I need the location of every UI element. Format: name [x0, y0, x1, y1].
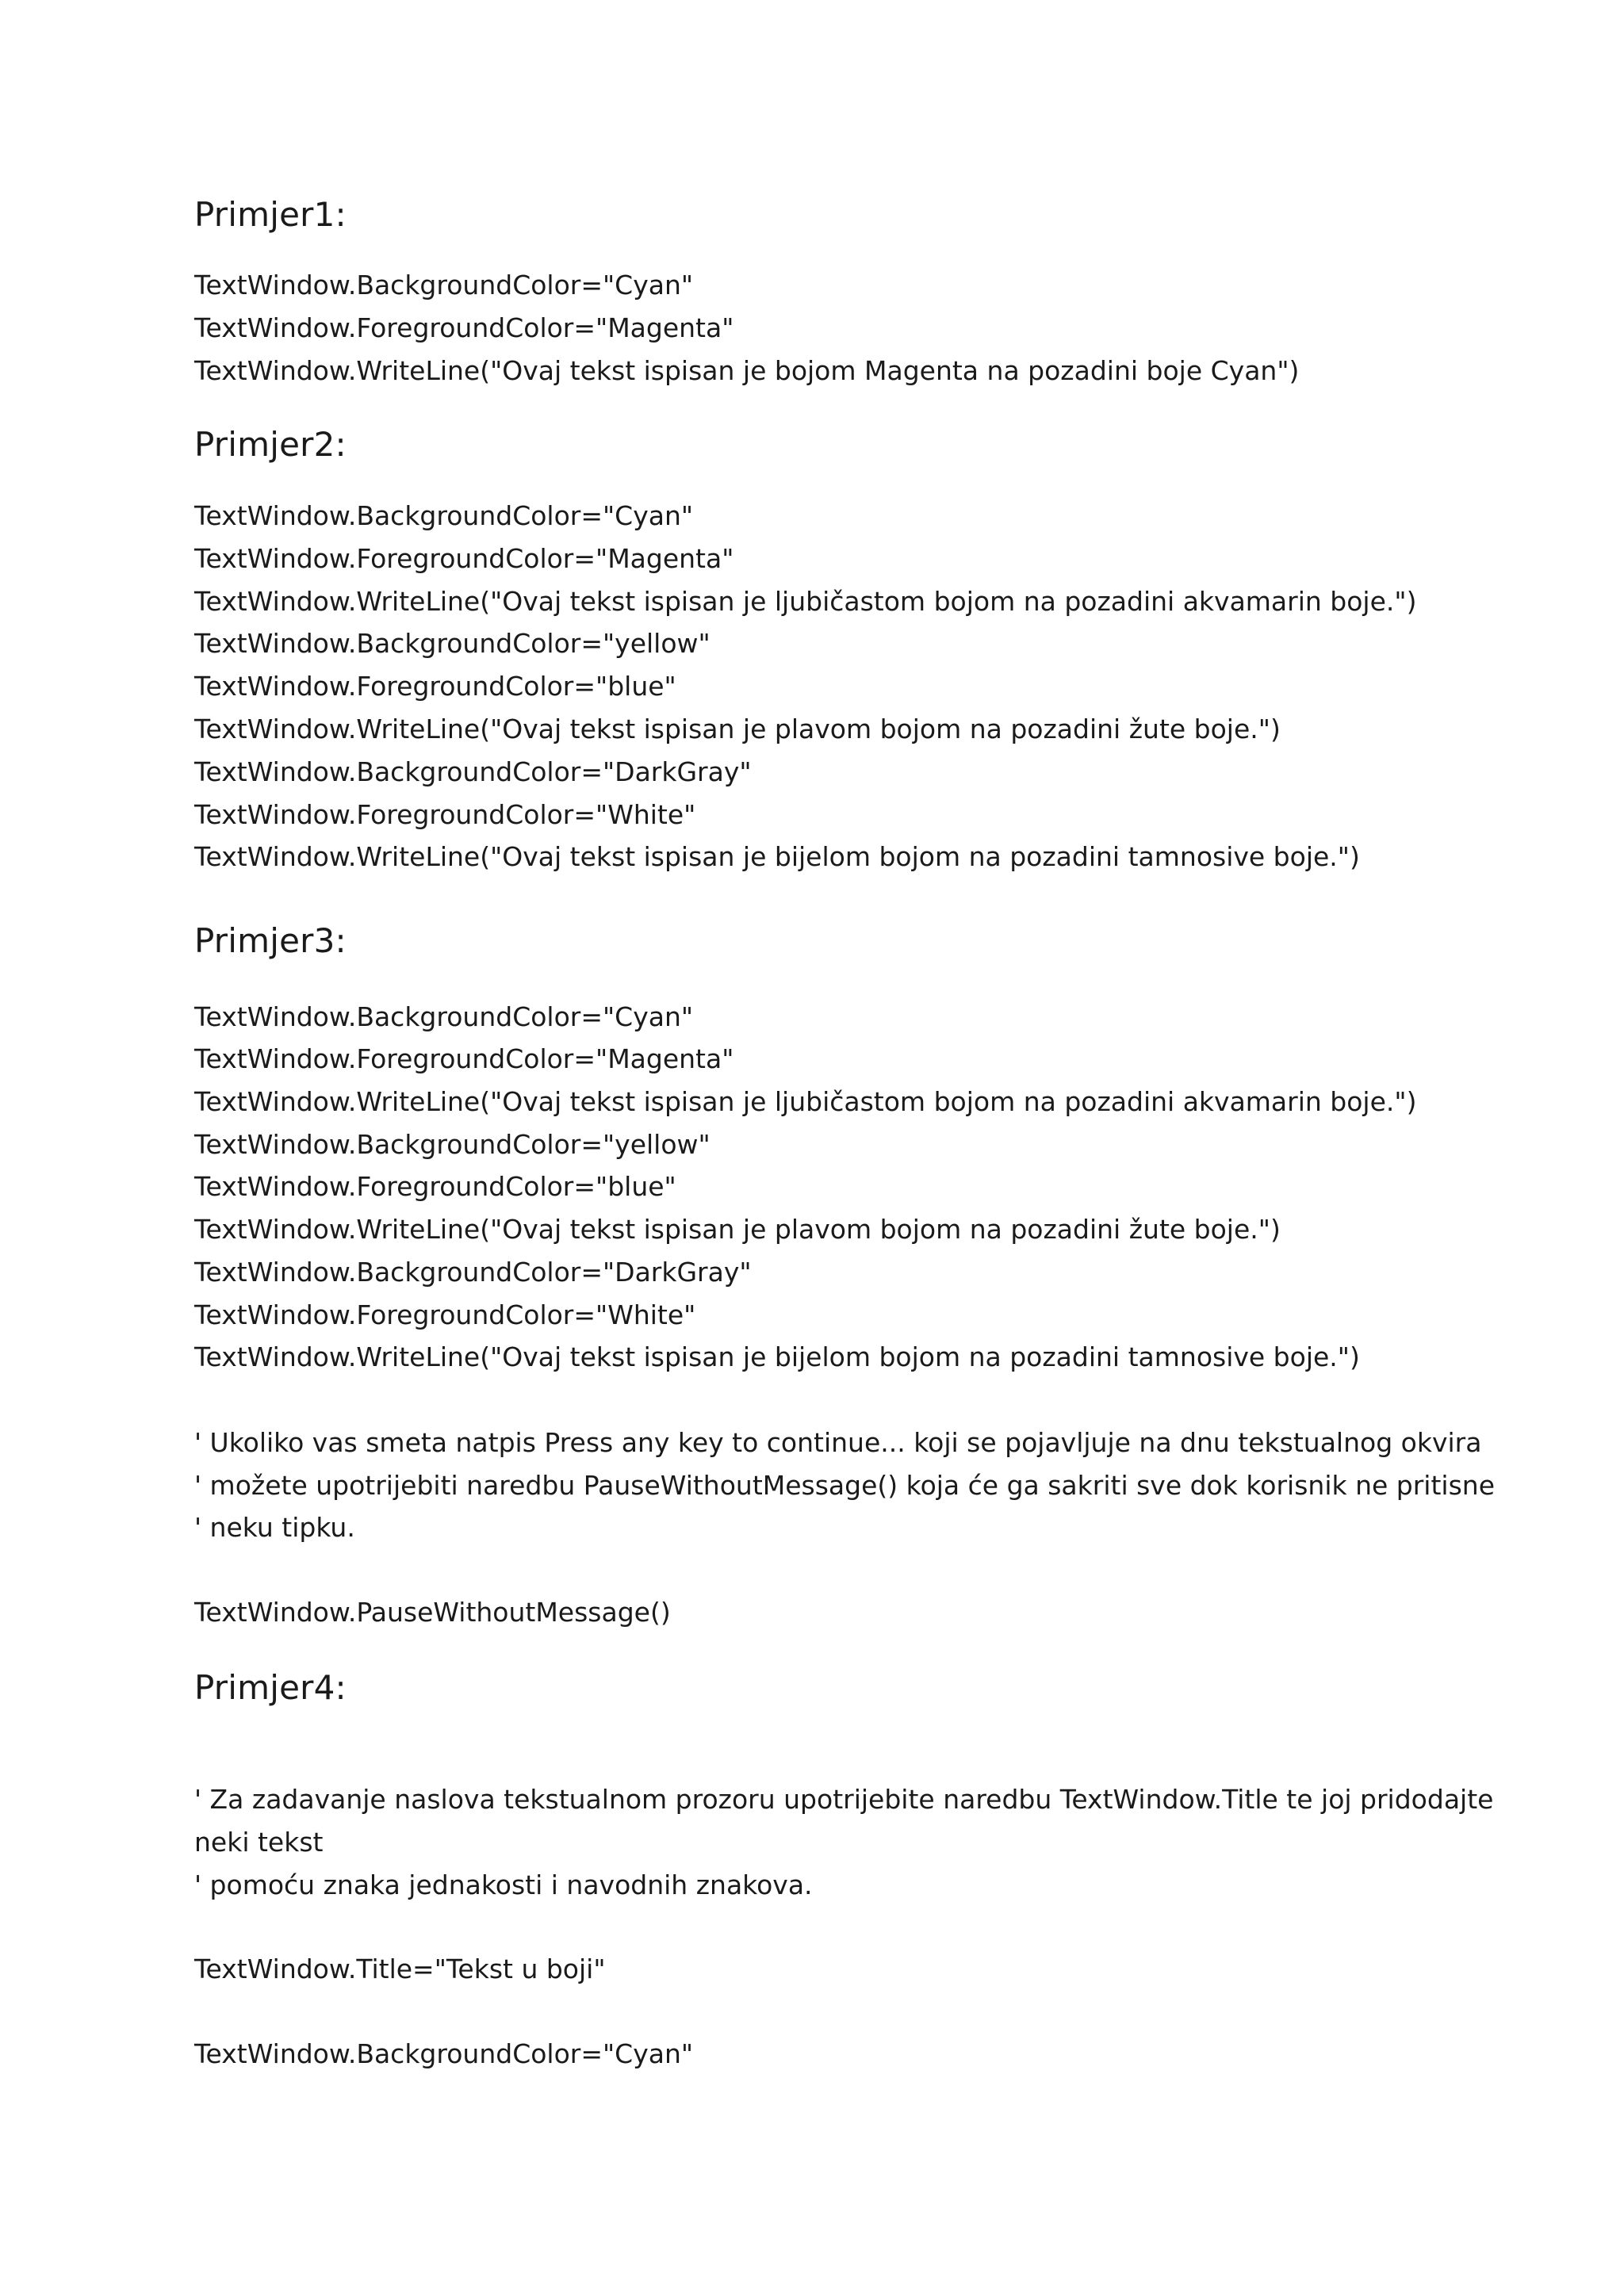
code-line: TextWindow.WriteLine("Ovaj tekst ispisan je ljubičastom bojom na pozadini akvamarin boje."): [194, 1086, 1417, 1117]
code-line: TextWindow.WriteLine("Ovaj tekst ispisan je bijelom bojom na pozadini tamnosive boje."): [194, 1341, 1360, 1372]
code-line: TextWindow.BackgroundColor="Cyan": [194, 500, 694, 531]
code-line: TextWindow.BackgroundColor="Cyan": [194, 1001, 694, 1032]
comment-line: ' pomoću znaka jednakosti i navodnih znakova.: [194, 1869, 813, 1900]
code-line: TextWindow.Title="Tekst u boji": [194, 1954, 606, 1984]
code-line: TextWindow.BackgroundColor="Cyan": [194, 270, 694, 300]
code-line: TextWindow.BackgroundColor="DarkGray": [194, 756, 752, 787]
code-line: TextWindow.BackgroundColor="Cyan": [194, 2038, 694, 2069]
primjer3-heading: Primjer3:: [194, 921, 347, 960]
code-line: TextWindow.ForegroundColor="Magenta": [194, 543, 734, 574]
code-line: TextWindow.ForegroundColor="Magenta": [194, 1043, 734, 1074]
comment-line: ' Ukoliko vas smeta natpis Press any key to continue... koji se pojavljuje na dnu tekstualnog okvira: [194, 1427, 1482, 1458]
code-line: TextWindow.WriteLine("Ovaj tekst ispisan je plavom bojom na pozadini žute boje."): [194, 1214, 1281, 1245]
comment-line: neki tekst: [194, 1827, 324, 1858]
comment-line: ' možete upotrijebiti naredbu PauseWithoutMessage() koja će ga sakriti sve dok korisnik ne pritisne: [194, 1470, 1495, 1501]
code-line: TextWindow.ForegroundColor="blue": [194, 671, 676, 702]
code-line: TextWindow.BackgroundColor="yellow": [194, 1129, 710, 1160]
code-line: TextWindow.ForegroundColor="blue": [194, 1171, 676, 1202]
code-line: TextWindow.ForegroundColor="White": [194, 1299, 696, 1330]
primjer4-heading: Primjer4:: [194, 1668, 347, 1707]
code-line: TextWindow.WriteLine("Ovaj tekst ispisan je ljubičastom bojom na pozadini akvamarin boje."): [194, 586, 1417, 617]
code-line: TextWindow.WriteLine("Ovaj tekst ispisan je bojom Magenta na pozadini boje Cyan"): [194, 355, 1300, 386]
primjer1-heading: Primjer1:: [194, 195, 347, 234]
code-line: TextWindow.BackgroundColor="yellow": [194, 628, 710, 659]
code-line: TextWindow.BackgroundColor="DarkGray": [194, 1257, 752, 1288]
code-line: TextWindow.WriteLine("Ovaj tekst ispisan je plavom bojom na pozadini žute boje."): [194, 714, 1281, 744]
comment-line: ' Za zadavanje naslova tekstualnom prozoru upotrijebite naredbu TextWindow.Title te joj pridodajte: [194, 1784, 1494, 1815]
code-line: TextWindow.PauseWithoutMessage(): [194, 1597, 671, 1628]
code-line: TextWindow.ForegroundColor="White": [194, 799, 696, 830]
code-line: TextWindow.ForegroundColor="Magenta": [194, 312, 734, 343]
comment-line: ' neku tipku.: [194, 1512, 355, 1543]
code-line: TextWindow.WriteLine("Ovaj tekst ispisan je bijelom bojom na pozadini tamnosive boje."): [194, 841, 1360, 872]
primjer2-heading: Primjer2:: [194, 425, 347, 464]
